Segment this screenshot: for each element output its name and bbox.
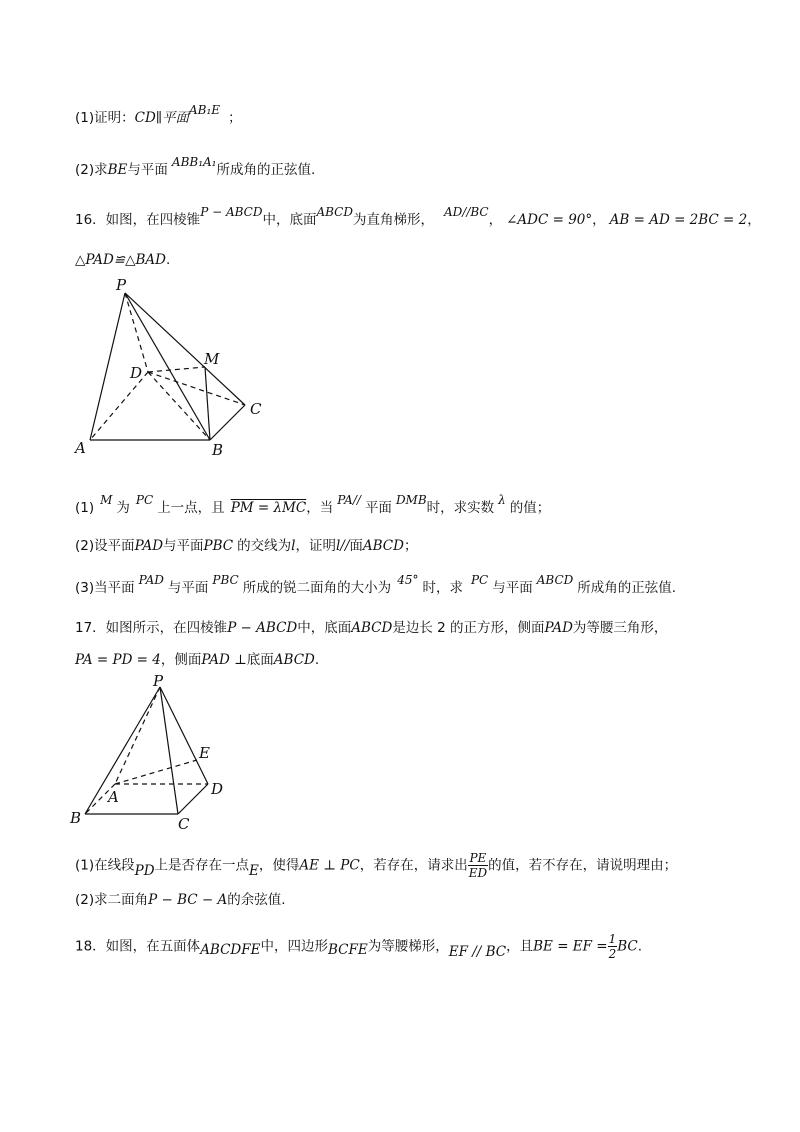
label-d: D	[211, 780, 224, 798]
q15-part1-plane: AB₁E	[189, 103, 221, 117]
q16-part2-c: 的交线为	[237, 538, 292, 554]
q16-part2-pbc: PBC	[203, 538, 234, 554]
label-p: P	[153, 672, 164, 690]
q16-part2-abcd: ABCD	[362, 538, 404, 554]
q16-stem	[75, 205, 761, 230]
q16-part3	[75, 573, 677, 598]
q17-part1-fraction	[468, 851, 488, 880]
q17-stem-a: 17．如图所示，在四棱锥	[75, 620, 228, 636]
q16-comma1: ，	[488, 212, 503, 228]
edge-bc	[210, 405, 245, 440]
q15-part2-prefix: (2)求	[75, 162, 108, 178]
q17-part1-c: ，使得	[258, 857, 300, 874]
q16-part1-lambda: λ	[498, 493, 506, 507]
q16-cond3: AB = AD = 2BC = 2	[609, 212, 748, 228]
label-m: M	[204, 350, 220, 368]
edge-pa	[90, 293, 125, 440]
q17-stem-e: ，侧面	[160, 652, 202, 668]
label-e: E	[199, 744, 210, 762]
q16-stem-b: 中，底面	[262, 212, 317, 228]
label-a: A	[75, 439, 86, 457]
q17-pad: PAD	[544, 620, 573, 636]
label-a: A	[108, 788, 119, 806]
q16-part1-pc: PC	[135, 493, 154, 507]
q18-cond2b: BC	[617, 938, 638, 955]
q16-cond4: △PAD≌△BAD	[75, 252, 166, 268]
q17-stem-b: 中，底面	[297, 620, 352, 636]
q16-part3-abcd: ABCD	[536, 573, 574, 587]
q17-part1-d: ，若存在，请求出	[359, 857, 468, 874]
edge-pc	[125, 293, 245, 405]
q16-base: ABCD	[316, 205, 353, 219]
q17-stem-f: 底面	[246, 652, 274, 668]
q18-stem-d: ，且	[506, 938, 534, 955]
q17-pyramid: P − ABCD	[227, 620, 298, 636]
q16-part2-a: (2)设平面	[75, 538, 135, 554]
label-d: D	[130, 364, 143, 382]
q18-cond1: EF // BC	[448, 943, 507, 960]
q17-base2: ABCD	[273, 652, 315, 668]
q17-period: .	[314, 652, 320, 668]
q16-part2-pad: PAD	[134, 538, 164, 554]
q17-part1-pd: PD	[134, 862, 155, 879]
edge-pa	[115, 687, 160, 784]
q17-part2-angle: P − BC − A	[148, 892, 228, 908]
q17-part2	[75, 890, 286, 910]
q17-stem	[75, 618, 667, 638]
q18-stem-a: 18．如图，在五面体	[75, 938, 201, 955]
edge-mb	[205, 367, 210, 440]
q16-part1-f: 时，求实数	[426, 500, 495, 516]
q17-stem-line2	[75, 650, 319, 670]
q18-frac-num: 1	[608, 932, 617, 946]
q16-part1-d: ，当	[306, 500, 334, 516]
q17-part1-perp: AE ⊥ PC	[299, 857, 360, 874]
label-b: B	[70, 809, 82, 827]
q18-solid: ABCDFE	[200, 941, 261, 958]
q16-part1-c: 上一点，且	[157, 500, 225, 516]
q18-stem-c: 为等腰梯形，	[367, 938, 449, 955]
q16-part3-d: 时，求	[422, 580, 463, 596]
q18-frac-den: 2	[608, 947, 617, 961]
q17-frac-num: PE	[469, 851, 487, 865]
q18-stem	[75, 932, 642, 961]
edge-ae	[115, 760, 197, 784]
q16-cond2: ∠ADC = 90°	[506, 212, 593, 228]
q15-part2-be: BE	[107, 162, 128, 178]
q16-part1-e: 平面	[364, 500, 392, 516]
q16-part3-e: 与平面	[492, 580, 533, 596]
q16-part3-f: 所成角的正弦值.	[577, 580, 677, 596]
q17-part2-a: (2)求二面角	[75, 892, 149, 908]
edge-pb	[85, 687, 160, 814]
q16-part3-b: 与平面	[167, 580, 209, 596]
q16-part1-pa: PA//	[337, 493, 361, 507]
q16-cond1: AD//BC	[443, 205, 489, 219]
q16-stem-c: 为直角梯形，	[352, 212, 434, 228]
q16-part1-g: 的值；	[509, 500, 551, 516]
q16-pyramid: P − ABCD	[200, 205, 263, 219]
q17-stem-d: 为等腰三角形，	[572, 620, 668, 636]
edge-dm	[148, 367, 205, 372]
q18-stem-b: 中，四边形	[260, 938, 328, 955]
q15-part1-math: CD∥平面	[134, 110, 190, 126]
q15-part2-mid: 与平面	[127, 162, 168, 178]
q18-period: .	[637, 938, 643, 955]
q17-figure	[65, 672, 240, 832]
q18-quad: BCFE	[327, 941, 368, 958]
q16-part1-m: M	[100, 493, 113, 507]
q15-part2-plane: ABB₁A₁	[171, 155, 217, 169]
q16-part2-e: 面	[349, 538, 363, 554]
q15-part1	[75, 103, 242, 128]
q17-base: ABCD	[351, 620, 393, 636]
q16-part2-f: ；	[403, 538, 418, 554]
q17-part2-b: 的余弦值.	[227, 892, 286, 908]
label-c: C	[250, 400, 262, 418]
q15-part1-end: ；	[228, 110, 242, 126]
q16-part1-dmb: DMB	[395, 493, 427, 507]
q18-fraction	[608, 932, 618, 961]
q15-part2	[75, 155, 316, 180]
label-p: P	[116, 276, 127, 294]
q17-stem-c: 是边长 2 的正方形，侧面	[392, 620, 545, 636]
q16-part2-l2: l//	[335, 538, 350, 554]
edge-db	[148, 372, 210, 440]
edge-pd	[125, 293, 148, 372]
q16-part3-pad: PAD	[138, 573, 164, 587]
q16-stem-line2	[75, 250, 170, 270]
label-c: C	[178, 815, 190, 832]
q16-part3-pbc: PBC	[212, 573, 239, 587]
q17-part1-a: (1)在线段	[75, 857, 135, 874]
q17-part1-b: 上是否存在一点	[154, 857, 250, 874]
q16-figure	[60, 275, 280, 465]
q16-comma2: ，	[592, 212, 606, 228]
q16-part1-a: (1)	[75, 500, 95, 516]
q17-part1-e: E	[249, 862, 259, 879]
q16-part1	[75, 493, 551, 518]
q17-pad2: PAD ⊥	[201, 652, 247, 668]
q17-part1	[75, 851, 677, 880]
q16-period: .	[166, 252, 171, 268]
q16-part2-d: ，证明	[295, 538, 336, 554]
q17-part1-f: 的值，若不存在，请说明理由；	[488, 857, 678, 874]
q16-part1-b: 为	[116, 500, 130, 516]
q16-part3-pc: PC	[470, 573, 489, 587]
q15-part2-end: 所成角的正弦值.	[216, 162, 316, 178]
q16-part1-vec: PM = λMC	[230, 500, 307, 516]
q16-part3-angle: 45°	[397, 573, 419, 587]
q16-part2-l: l	[291, 538, 296, 554]
q18-cond2a: BE = EF =	[533, 938, 608, 955]
q16-stem-a: 16．如图，在四棱锥	[75, 212, 201, 228]
q17-frac-den: ED	[468, 866, 488, 880]
q16-part3-a: (3)当平面	[75, 580, 135, 596]
q16-part3-c: 所成的锐二面角的大小为	[242, 580, 392, 596]
edge-cd	[178, 784, 208, 814]
label-b: B	[212, 441, 224, 459]
q15-part1-prefix: (1)证明：	[75, 110, 135, 126]
q16-part2	[75, 536, 417, 556]
q16-part2-b: 与平面	[163, 538, 204, 554]
q17-cond: PA = PD = 4	[75, 652, 161, 668]
q16-comma3: ，	[747, 212, 761, 228]
